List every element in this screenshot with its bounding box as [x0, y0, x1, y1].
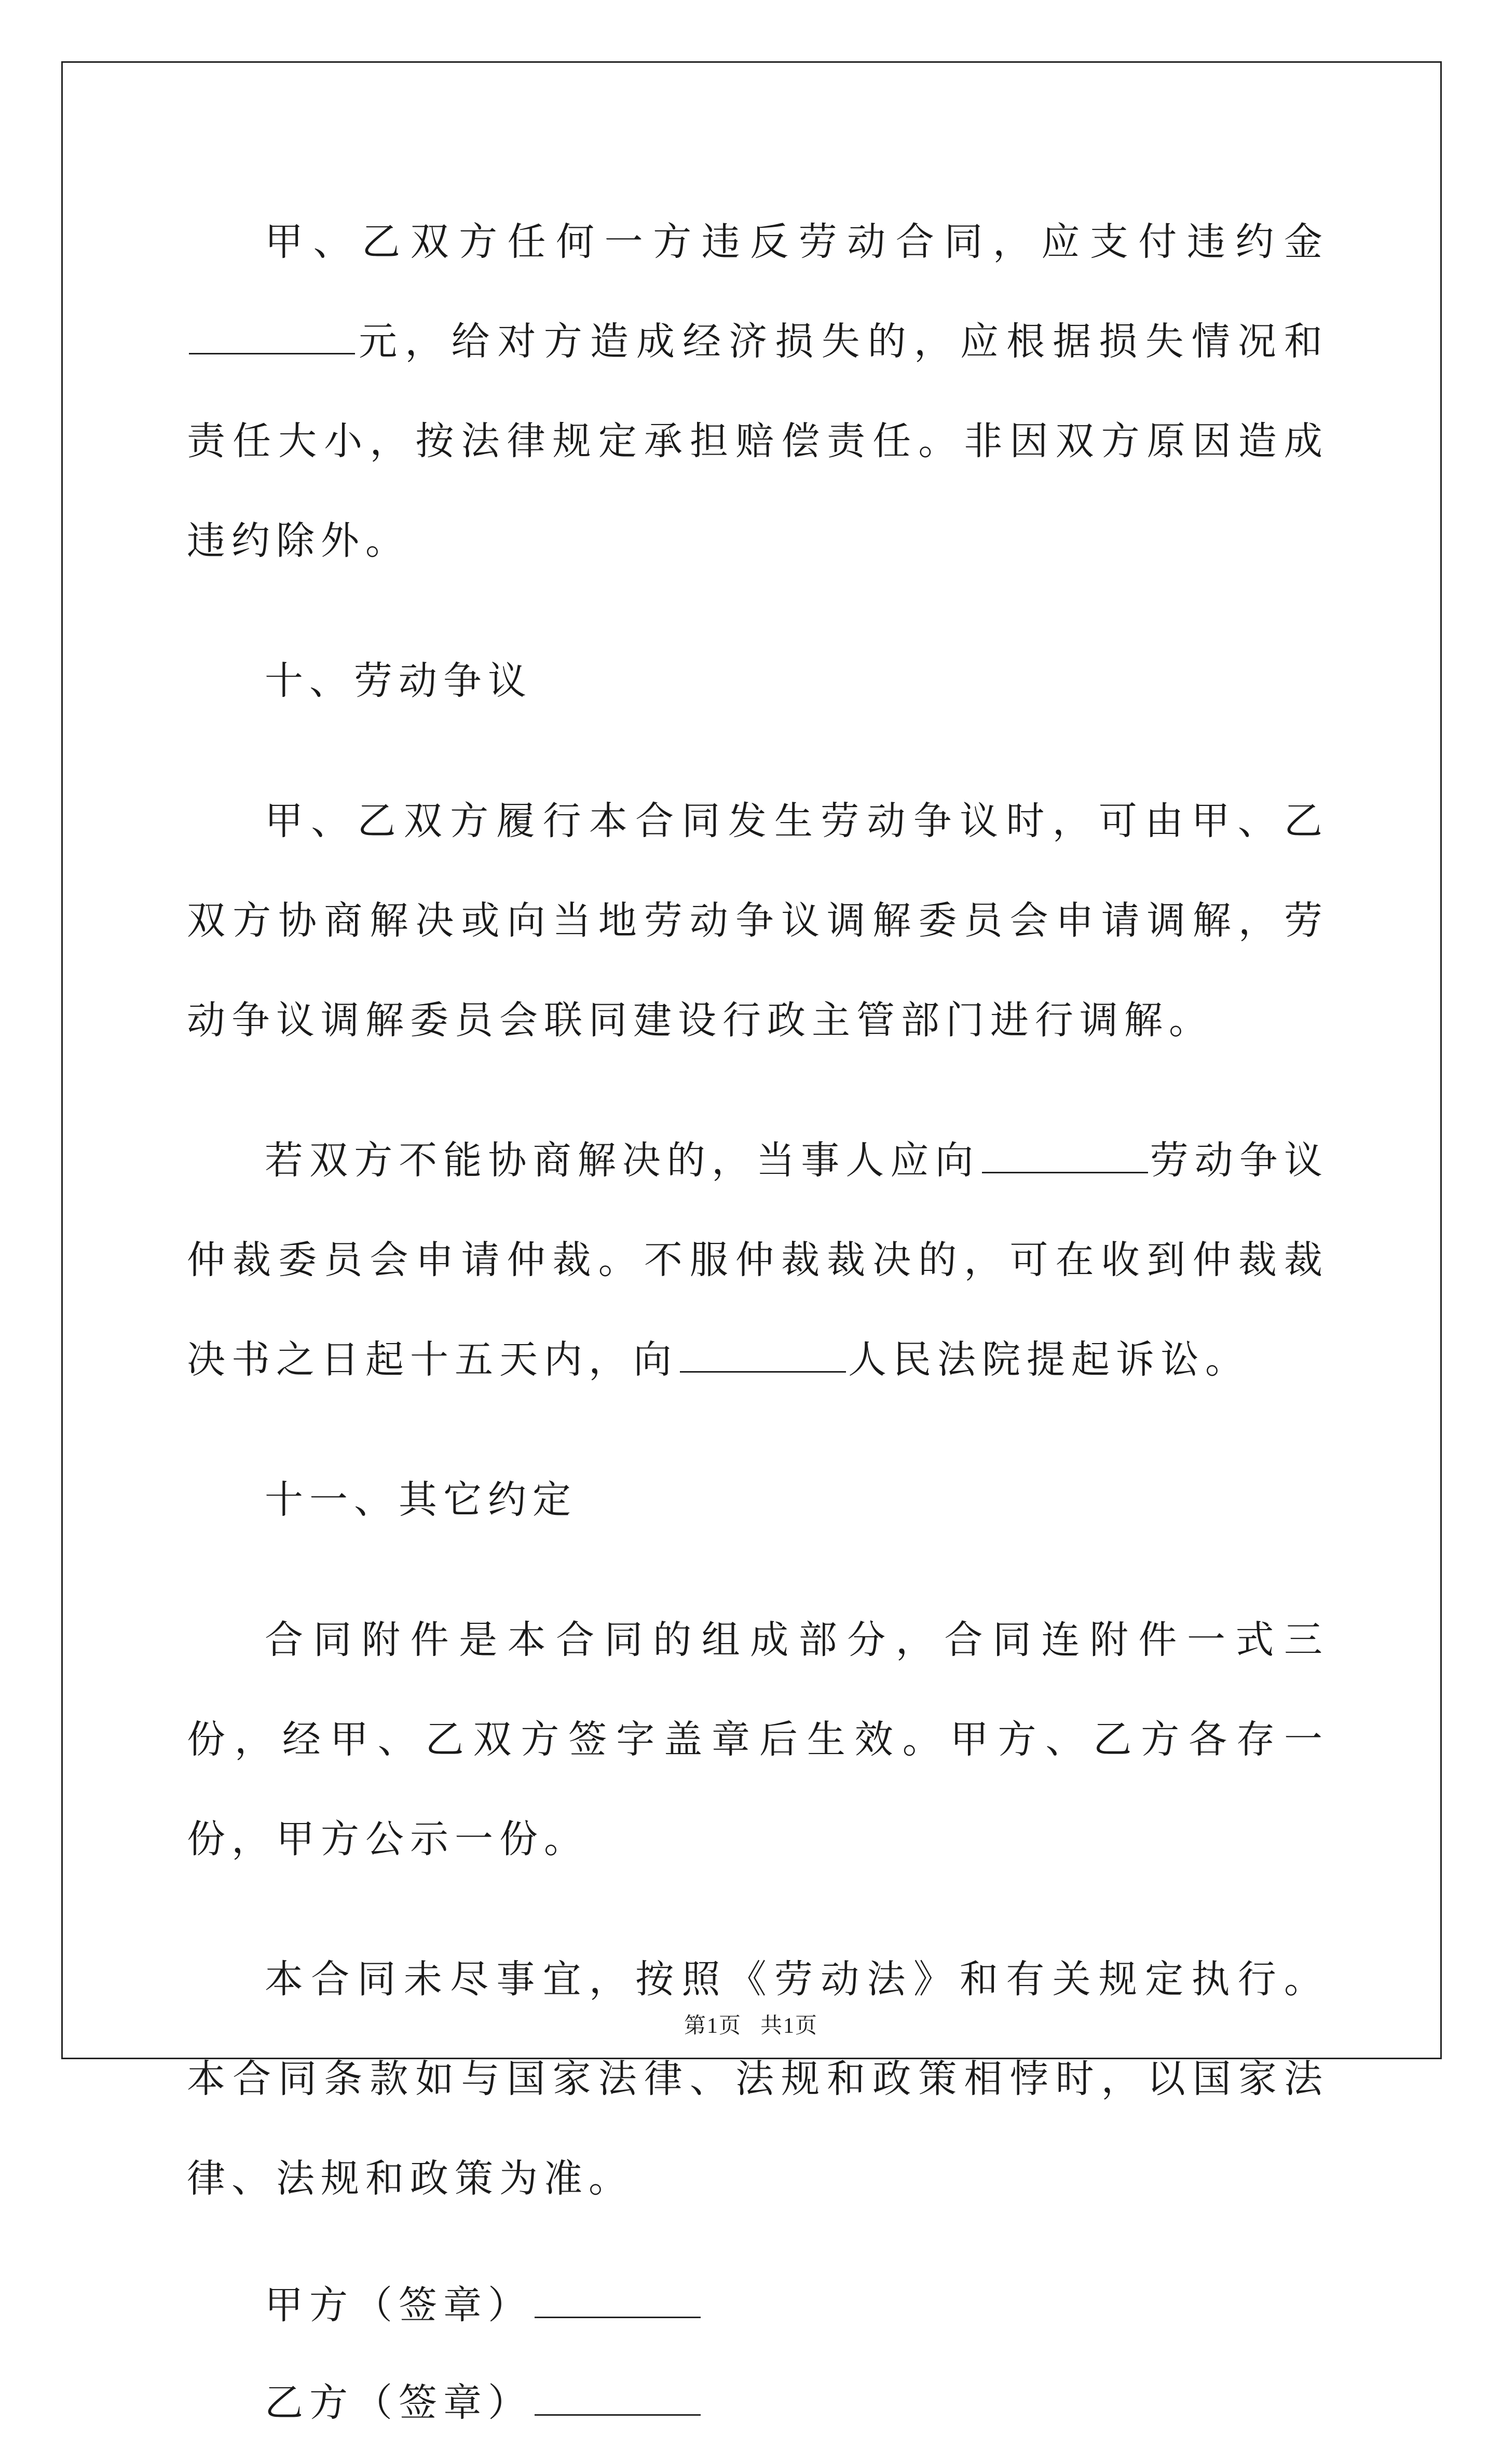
paragraph-text: 元，给对方造成经济损失的，应根据损失情况和责任大小，按法律规定承担赔偿责任。非因双方原因造成违约除外。 [187, 319, 1329, 563]
paragraph-text: 人民法院提起诉讼。 [848, 1337, 1250, 1382]
signature-party-a [187, 2269, 1329, 2342]
fill-blank-amount[interactable] [189, 317, 355, 354]
page-number: 第1页 [684, 2014, 742, 2038]
document-body [187, 192, 1329, 2464]
paragraph-arbitration [187, 1111, 1329, 1409]
paragraph-text: 若双方不能协商解决的，当事人应向 [265, 1138, 980, 1183]
paragraph-mediation: 甲、乙双方履行本合同发生劳动争议时，可由甲、乙双方协商解决或向当地劳动争议调解委员会申请调解，劳动争议调解委员会联同建设行政主管部门进行调解。 [187, 799, 1329, 1043]
fill-blank-arbitration-committee[interactable] [982, 1135, 1148, 1173]
paragraph-breach-penalty [187, 192, 1329, 591]
page-footer [0, 2008, 1502, 2039]
section-heading-other-terms: 十一、其它约定 [265, 1477, 577, 1522]
signature-label: 甲方（签章） [265, 2283, 532, 2328]
section-heading-labor-dispute: 十、劳动争议 [265, 659, 532, 703]
signature-blank-b[interactable] [535, 2378, 701, 2416]
signature-blank-a[interactable] [535, 2280, 701, 2318]
page-total: 共1页 [760, 2014, 818, 2038]
paragraph-text: 甲、乙双方任何一方违反劳动合同，应支付违约金 [265, 220, 1329, 264]
fill-blank-court[interactable] [680, 1335, 846, 1373]
signature-label: 乙方（签章） [265, 2380, 532, 2425]
paragraph-text: 劳动争议仲裁委员会申请仲裁。不服仲裁裁决的，可在收到仲裁裁决书之日起十五天内，向 [187, 1138, 1329, 1382]
paragraph-applicable-law: 本合同未尽事宜，按照《劳动法》和有关规定执行。本合同条款如与国家法律、法规和政策相悖时，以国家法律、法规和政策为准。 [187, 1957, 1329, 2201]
signature-party-b [187, 2366, 1329, 2439]
paragraph-attachments: 合同附件是本合同的组成部分，合同连附件一式三份，经甲、乙双方签字盖章后生效。甲方、乙方各存一份，甲方公示一份。 [187, 1618, 1329, 1861]
